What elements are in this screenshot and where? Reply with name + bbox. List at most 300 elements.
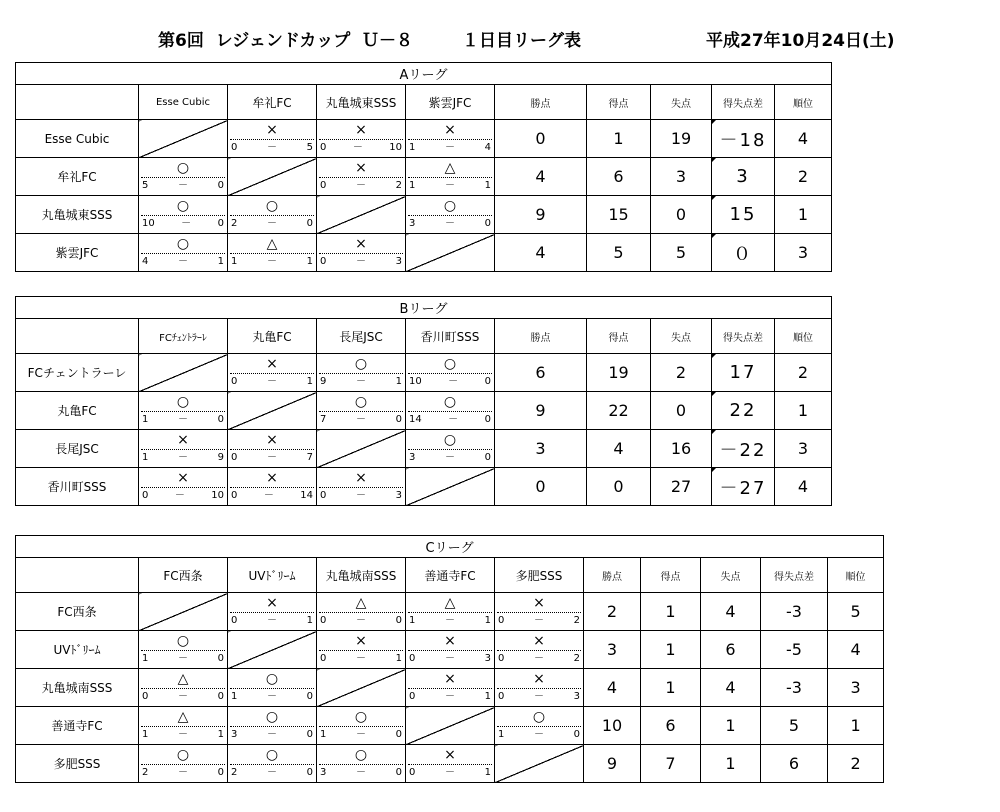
league-name-row (16, 536, 884, 558)
header-row (16, 319, 832, 354)
score-dash: － (534, 653, 544, 664)
score-dash: － (445, 691, 455, 702)
document-title (0, 26, 1000, 50)
column-team-header: 多肥SSS (495, 558, 584, 593)
match-result-cell (228, 707, 317, 745)
score-dash: － (534, 729, 544, 740)
points-value: 4 (495, 158, 587, 196)
rank-value: 2 (775, 158, 832, 196)
result-mark: × (319, 159, 403, 178)
league-name-row (16, 63, 832, 85)
score-for: 0 (498, 653, 505, 664)
column-team-header: UVﾄﾞﾘｰﾑ (228, 558, 317, 593)
stat-header: 得点 (587, 85, 651, 120)
match-score (228, 450, 316, 466)
match-result-cell (139, 196, 228, 234)
match-score (228, 727, 316, 743)
match-result-cell (228, 234, 317, 272)
column-team-header: 香川町SSS (406, 319, 495, 354)
score-dash: － (267, 218, 277, 229)
result-mark: ○ (408, 431, 492, 450)
score-against: 0 (395, 729, 402, 740)
score-against: 0 (217, 180, 224, 191)
match-score (139, 689, 227, 705)
score-against: 0 (484, 414, 491, 425)
points-value: 6 (495, 354, 587, 392)
result-mark: △ (141, 670, 225, 689)
score-against: 0 (217, 653, 224, 664)
score-against: 3 (395, 256, 402, 267)
score-against: 3 (573, 691, 580, 702)
row-team-name: 丸亀FC (16, 392, 139, 430)
score-against: 1 (395, 376, 402, 387)
score-for: 0 (320, 653, 327, 664)
goal-difference-value: 5 (761, 707, 828, 745)
score-dash: － (178, 256, 188, 267)
score-for: 7 (320, 414, 327, 425)
stat-header: 失点 (651, 319, 712, 354)
score-against: 1 (484, 615, 491, 626)
self-match-cell (228, 631, 317, 669)
score-against: 1 (306, 256, 313, 267)
goals-against-value: 19 (651, 120, 712, 158)
match-result-cell (317, 468, 406, 506)
score-against: 0 (395, 414, 402, 425)
match-score (139, 727, 227, 743)
result-mark: × (497, 670, 581, 689)
match-result-cell (495, 593, 584, 631)
column-team-header: FCﾁｪﾝﾄﾗｰﾚ (139, 319, 228, 354)
score-dash: － (267, 615, 277, 626)
stat-header: 得失点差 (712, 85, 775, 120)
match-result-cell (406, 669, 495, 707)
score-for: 1 (320, 729, 327, 740)
match-score (317, 254, 405, 270)
day-subtitle: １日目リーグ表 (462, 31, 581, 51)
score-for: 0 (409, 767, 416, 778)
match-score (317, 374, 405, 390)
stat-header: 順位 (828, 558, 884, 593)
score-dash: － (356, 180, 366, 191)
score-for: 5 (142, 180, 149, 191)
result-mark: ○ (230, 746, 314, 765)
score-against: 0 (573, 729, 580, 740)
points-value: 4 (495, 234, 587, 272)
result-mark: ○ (497, 708, 581, 727)
stat-header: 勝点 (495, 85, 587, 120)
score-dash: － (534, 691, 544, 702)
rank-value: 1 (828, 707, 884, 745)
stat-header: 勝点 (584, 558, 641, 593)
match-result-cell (228, 120, 317, 158)
score-against: 1 (484, 180, 491, 191)
goals-against-value: 27 (651, 468, 712, 506)
goals-for-value: 22 (587, 392, 651, 430)
match-result-cell (317, 631, 406, 669)
goals-for-value: 6 (641, 707, 701, 745)
league-c-table (15, 535, 884, 783)
score-for: 1 (231, 256, 238, 267)
result-mark: ○ (408, 393, 492, 412)
goals-for-value: 19 (587, 354, 651, 392)
match-score (406, 140, 494, 156)
match-score (317, 613, 405, 629)
match-result-cell (139, 430, 228, 468)
score-for: 3 (409, 218, 416, 229)
self-match-cell (317, 196, 406, 234)
match-result-cell (317, 354, 406, 392)
match-result-cell (139, 234, 228, 272)
match-result-cell (406, 392, 495, 430)
match-score (406, 613, 494, 629)
result-mark: ○ (408, 197, 492, 216)
score-against: 0 (217, 414, 224, 425)
result-mark: ○ (141, 159, 225, 178)
team-row (16, 745, 884, 783)
league-name-row (16, 297, 832, 319)
result-mark: × (141, 469, 225, 488)
team-row (16, 430, 832, 468)
score-dash: － (356, 414, 366, 425)
match-result-cell (317, 392, 406, 430)
result-mark: ○ (141, 393, 225, 412)
result-mark: ○ (319, 393, 403, 412)
stat-header: 失点 (651, 85, 712, 120)
rank-value: 3 (828, 669, 884, 707)
result-mark: ○ (141, 235, 225, 254)
match-result-cell (228, 196, 317, 234)
result-mark: ○ (230, 670, 314, 689)
score-dash: － (267, 376, 277, 387)
score-dash: － (267, 767, 277, 778)
goal-difference-value: 3 (712, 158, 775, 196)
score-for: 0 (231, 376, 238, 387)
score-for: 0 (320, 490, 327, 501)
league-name: Aリーグ (16, 63, 832, 85)
goals-for-value: 1 (641, 631, 701, 669)
corner-cell (16, 319, 139, 354)
league-name: Cリーグ (16, 536, 884, 558)
score-dash: － (267, 691, 277, 702)
column-team-header: 丸亀FC (228, 319, 317, 354)
score-against: 1 (217, 729, 224, 740)
score-dash: － (178, 691, 188, 702)
result-mark: △ (230, 235, 314, 254)
match-result-cell (406, 158, 495, 196)
score-against: 0 (484, 452, 491, 463)
match-score (495, 613, 583, 629)
points-value: 0 (495, 468, 587, 506)
goal-difference-value: 6 (761, 745, 828, 783)
score-against: 14 (300, 490, 313, 501)
self-match-cell (139, 120, 228, 158)
result-mark: ○ (319, 355, 403, 374)
match-result-cell (406, 631, 495, 669)
match-score (317, 651, 405, 667)
goal-difference-value: －27 (712, 468, 775, 506)
row-team-name: 香川町SSS (16, 468, 139, 506)
row-team-name: 牟礼FC (16, 158, 139, 196)
team-row (16, 354, 832, 392)
match-score (228, 254, 316, 270)
match-result-cell (406, 593, 495, 631)
score-against: 1 (395, 653, 402, 664)
stat-header: 得失点差 (712, 319, 775, 354)
score-against: 0 (395, 615, 402, 626)
match-result-cell (139, 392, 228, 430)
match-result-cell (406, 196, 495, 234)
score-for: 0 (320, 180, 327, 191)
goals-against-value: 4 (701, 593, 761, 631)
points-value: 9 (495, 392, 587, 430)
goal-difference-value: -3 (761, 669, 828, 707)
score-for: 2 (231, 767, 238, 778)
points-value: 3 (584, 631, 641, 669)
team-row (16, 158, 832, 196)
goals-for-value: 1 (641, 593, 701, 631)
score-against: 4 (484, 142, 491, 153)
score-dash: － (356, 615, 366, 626)
score-for: 3 (231, 729, 238, 740)
league-name: Bリーグ (16, 297, 832, 319)
row-team-name: 丸亀城南SSS (16, 669, 139, 707)
self-match-cell (406, 234, 495, 272)
row-team-name: 多肥SSS (16, 745, 139, 783)
match-result-cell (495, 631, 584, 669)
match-score (228, 765, 316, 781)
match-result-cell (228, 430, 317, 468)
rank-value: 4 (775, 120, 832, 158)
self-match-cell (317, 430, 406, 468)
result-mark: × (319, 469, 403, 488)
result-mark: × (497, 594, 581, 613)
result-mark: △ (319, 594, 403, 613)
match-score (406, 216, 494, 232)
match-score (139, 412, 227, 428)
goals-against-value: 5 (651, 234, 712, 272)
score-dash: － (263, 490, 274, 501)
score-for: 0 (498, 691, 505, 702)
corner-cell (16, 85, 139, 120)
points-value: 9 (584, 745, 641, 783)
rank-value: 3 (775, 234, 832, 272)
row-team-name: Esse Cubic (16, 120, 139, 158)
result-mark: × (408, 670, 492, 689)
score-against: 0 (217, 691, 224, 702)
match-result-cell (317, 593, 406, 631)
result-mark: × (230, 121, 314, 140)
score-for: 1 (142, 452, 149, 463)
column-team-header: 牟礼FC (228, 85, 317, 120)
goals-against-value: 0 (651, 392, 712, 430)
result-mark: × (319, 121, 403, 140)
match-result-cell (317, 707, 406, 745)
score-for: 0 (142, 490, 149, 501)
row-team-name: FC西条 (16, 593, 139, 631)
score-for: 0 (320, 615, 327, 626)
match-score (406, 765, 494, 781)
score-against: 10 (389, 142, 402, 153)
score-for: 2 (231, 218, 238, 229)
score-against: 5 (306, 142, 313, 153)
goal-difference-value: －22 (712, 430, 775, 468)
result-mark: ○ (230, 197, 314, 216)
row-team-name: UVﾄﾞﾘｰﾑ (16, 631, 139, 669)
goal-difference-value: 17 (712, 354, 775, 392)
goal-difference-value: 15 (712, 196, 775, 234)
match-result-cell (139, 707, 228, 745)
team-row (16, 196, 832, 234)
score-against: 1 (217, 256, 224, 267)
goals-for-value: 1 (587, 120, 651, 158)
match-result-cell (495, 669, 584, 707)
goals-against-value: 6 (701, 631, 761, 669)
row-team-name: FCチェントラーレ (16, 354, 139, 392)
score-dash: － (178, 414, 188, 425)
score-for: 9 (320, 376, 327, 387)
goals-for-value: 4 (587, 430, 651, 468)
self-match-cell (495, 745, 584, 783)
match-result-cell (406, 745, 495, 783)
rank-value: 1 (775, 392, 832, 430)
match-score (317, 765, 405, 781)
goals-for-value: 5 (587, 234, 651, 272)
result-mark: ○ (141, 197, 225, 216)
match-score (139, 178, 227, 194)
match-score (228, 140, 316, 156)
goals-against-value: 16 (651, 430, 712, 468)
column-team-header: 善通寺FC (406, 558, 495, 593)
score-for: 1 (409, 615, 416, 626)
column-team-header: 丸亀城東SSS (317, 85, 406, 120)
self-match-cell (406, 468, 495, 506)
stat-header: 順位 (775, 319, 832, 354)
score-dash: － (445, 615, 455, 626)
score-dash: － (356, 767, 366, 778)
column-team-header: 紫雲JFC (406, 85, 495, 120)
score-for: 0 (231, 142, 238, 153)
score-against: 1 (306, 376, 313, 387)
stat-header: 得点 (587, 319, 651, 354)
match-result-cell (228, 669, 317, 707)
result-mark: △ (408, 594, 492, 613)
score-for: 1 (409, 142, 416, 153)
score-dash: － (267, 452, 277, 463)
score-against: 0 (306, 729, 313, 740)
match-score (228, 689, 316, 705)
score-for: 10 (142, 218, 155, 229)
stat-header: 勝点 (495, 319, 587, 354)
rank-value: 4 (828, 631, 884, 669)
goals-for-value: 1 (641, 669, 701, 707)
match-score (495, 689, 583, 705)
row-team-name: 善通寺FC (16, 707, 139, 745)
score-against: 2 (573, 653, 580, 664)
result-mark: ○ (408, 355, 492, 374)
match-score (139, 254, 227, 270)
match-result-cell (139, 745, 228, 783)
score-for: 2 (142, 767, 149, 778)
score-for: 0 (320, 142, 327, 153)
result-mark: × (230, 469, 314, 488)
match-score (139, 765, 227, 781)
match-score (406, 689, 494, 705)
stat-header: 得点 (641, 558, 701, 593)
result-mark: △ (408, 159, 492, 178)
score-for: 0 (409, 653, 416, 664)
stat-header: 失点 (701, 558, 761, 593)
score-against: 1 (484, 767, 491, 778)
event-date: 平成27年10月24日(土) (706, 31, 895, 51)
rank-value: 5 (828, 593, 884, 631)
result-mark: × (141, 431, 225, 450)
score-against: 3 (395, 490, 402, 501)
points-value: 4 (584, 669, 641, 707)
score-against: 0 (306, 218, 313, 229)
score-for: 1 (142, 729, 149, 740)
column-team-header: 長尾JSC (317, 319, 406, 354)
score-dash: － (174, 490, 185, 501)
score-for: 0 (409, 691, 416, 702)
score-against: 0 (217, 767, 224, 778)
match-result-cell (139, 468, 228, 506)
match-result-cell (317, 234, 406, 272)
score-dash: － (356, 490, 366, 501)
goals-for-value: 0 (587, 468, 651, 506)
goal-difference-value: ０ (712, 234, 775, 272)
score-dash: － (356, 729, 366, 740)
result-mark: ○ (319, 746, 403, 765)
score-dash: － (178, 452, 188, 463)
match-score (406, 178, 494, 194)
match-score (495, 727, 583, 743)
score-dash: － (356, 256, 366, 267)
goals-against-value: 0 (651, 196, 712, 234)
header-row (16, 85, 832, 120)
league-b-table (15, 296, 832, 506)
self-match-cell (317, 669, 406, 707)
column-team-header: 丸亀城南SSS (317, 558, 406, 593)
match-result-cell (228, 745, 317, 783)
team-row (16, 468, 832, 506)
column-team-header: FC西条 (139, 558, 228, 593)
score-for: 10 (409, 376, 422, 387)
match-score (228, 488, 316, 504)
match-result-cell (406, 430, 495, 468)
result-mark: × (497, 632, 581, 651)
self-match-cell (139, 354, 228, 392)
score-for: 3 (320, 767, 327, 778)
score-for: 4 (142, 256, 149, 267)
score-for: 1 (142, 414, 149, 425)
match-result-cell (228, 593, 317, 631)
row-team-name: 長尾JSC (16, 430, 139, 468)
stat-header: 順位 (775, 85, 832, 120)
result-mark: △ (141, 708, 225, 727)
self-match-cell (228, 158, 317, 196)
self-match-cell (228, 392, 317, 430)
row-team-name: 紫雲JFC (16, 234, 139, 272)
score-for: 1 (231, 691, 238, 702)
match-score (406, 412, 494, 428)
score-dash: － (445, 218, 455, 229)
points-value: 0 (495, 120, 587, 158)
rank-value: 1 (775, 196, 832, 234)
match-score (317, 727, 405, 743)
team-row (16, 392, 832, 430)
points-value: 10 (584, 707, 641, 745)
score-dash: － (178, 180, 188, 191)
